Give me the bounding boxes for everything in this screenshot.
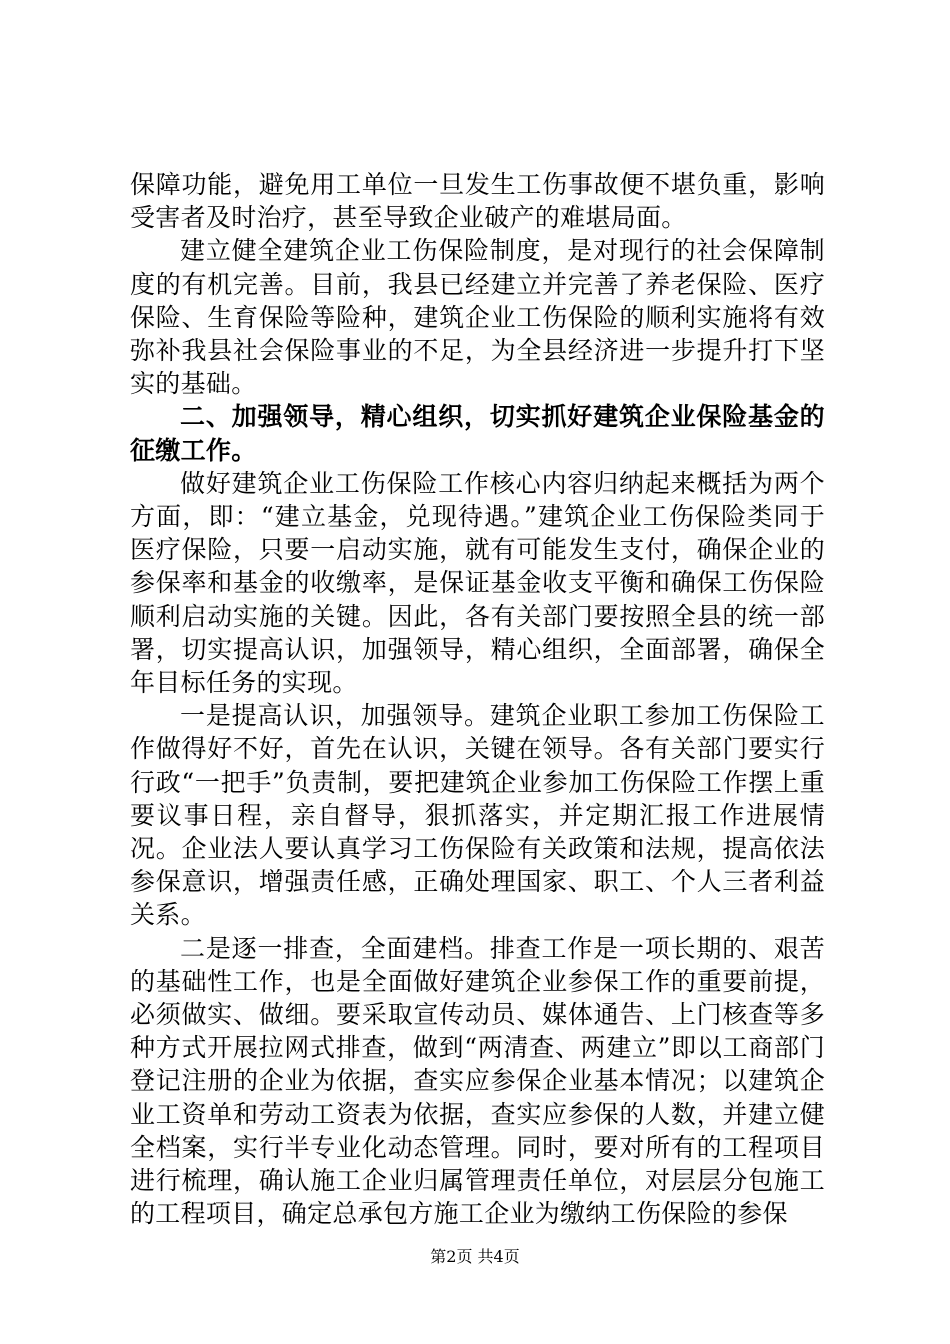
paragraph: 一是提高认识，加强领导。建筑企业职工参加工伤保险工作做得好不好，首先在认识，关键在领导。各有关部门要实行行政“一把手”负责制，要把建筑企业参加工伤保险工作摆上重要议事日程，亲自督导，狠抓落实，并定期汇报工作进展情况。企业法人要认真学习工伤保险有关政策和法规，提高依法参保意识，增强责任感，正确处理国家、职工、个人三者利益关系。 bbox=[130, 701, 825, 930]
paragraph-continuation: 保障功能，避免用工单位一旦发生工伤事故便不堪负重，影响受害者及时治疗，甚至导致企业破产的难堪局面。 bbox=[130, 170, 825, 233]
paragraph: 二是逐一排查，全面建档。排查工作是一项长期的、艰苦的基础性工作，也是全面做好建筑企业参保工作的重要前提，必须做实、做细。要采取宣传动员、媒体通告、上门核查等多种方式开展拉网式排查，做到“两清查、两建立”即以工商部门登记注册的企业为依据，查实应参保企业基本情况；以建筑企业工资单和劳动工资表为依据，查实应参保的人数，并建立健全档案，实行半专业化动态管理。同时，要对所有的工程项目进行梳理，确认施工企业归属管理责任单位，对层层分包施工的工程项目，确定总承包方施工企业为缴纳工伤保险的参保 bbox=[130, 933, 825, 1229]
paragraph: 建立健全建筑企业工伤保险制度，是对现行的社会保障制度的有机完善。目前，我县已经建立并完善了养老保险、医疗保险、生育保险等险种，建筑企业工伤保险的顺利实施将有效弥补我县社会保险事业的不足，为全县经济进一步提升打下坚实的基础。 bbox=[130, 236, 825, 399]
paragraph: 做好建筑企业工伤保险工作核心内容归纳起来概括为两个方面，即：“建立基金，兑现待遇。”建筑企业工伤保险类同于医疗保险，只要一启动实施，就有可能发生支付，确保企业的参保率和基金的收缴率，是保证基金收支平衡和确保工伤保险顺利启动实施的关键。因此，各有关部门要按照全县的统一部署，切实提高认识，加强领导，精心组织，全面部署，确保全年目标任务的实现。 bbox=[130, 468, 825, 698]
section-heading: 二、加强领导，精心组织，切实抓好建筑企业保险基金的征缴工作。 bbox=[130, 402, 825, 465]
page-number-footer: 第2页 共4页 bbox=[430, 1247, 520, 1266]
document-body bbox=[130, 168, 825, 1231]
